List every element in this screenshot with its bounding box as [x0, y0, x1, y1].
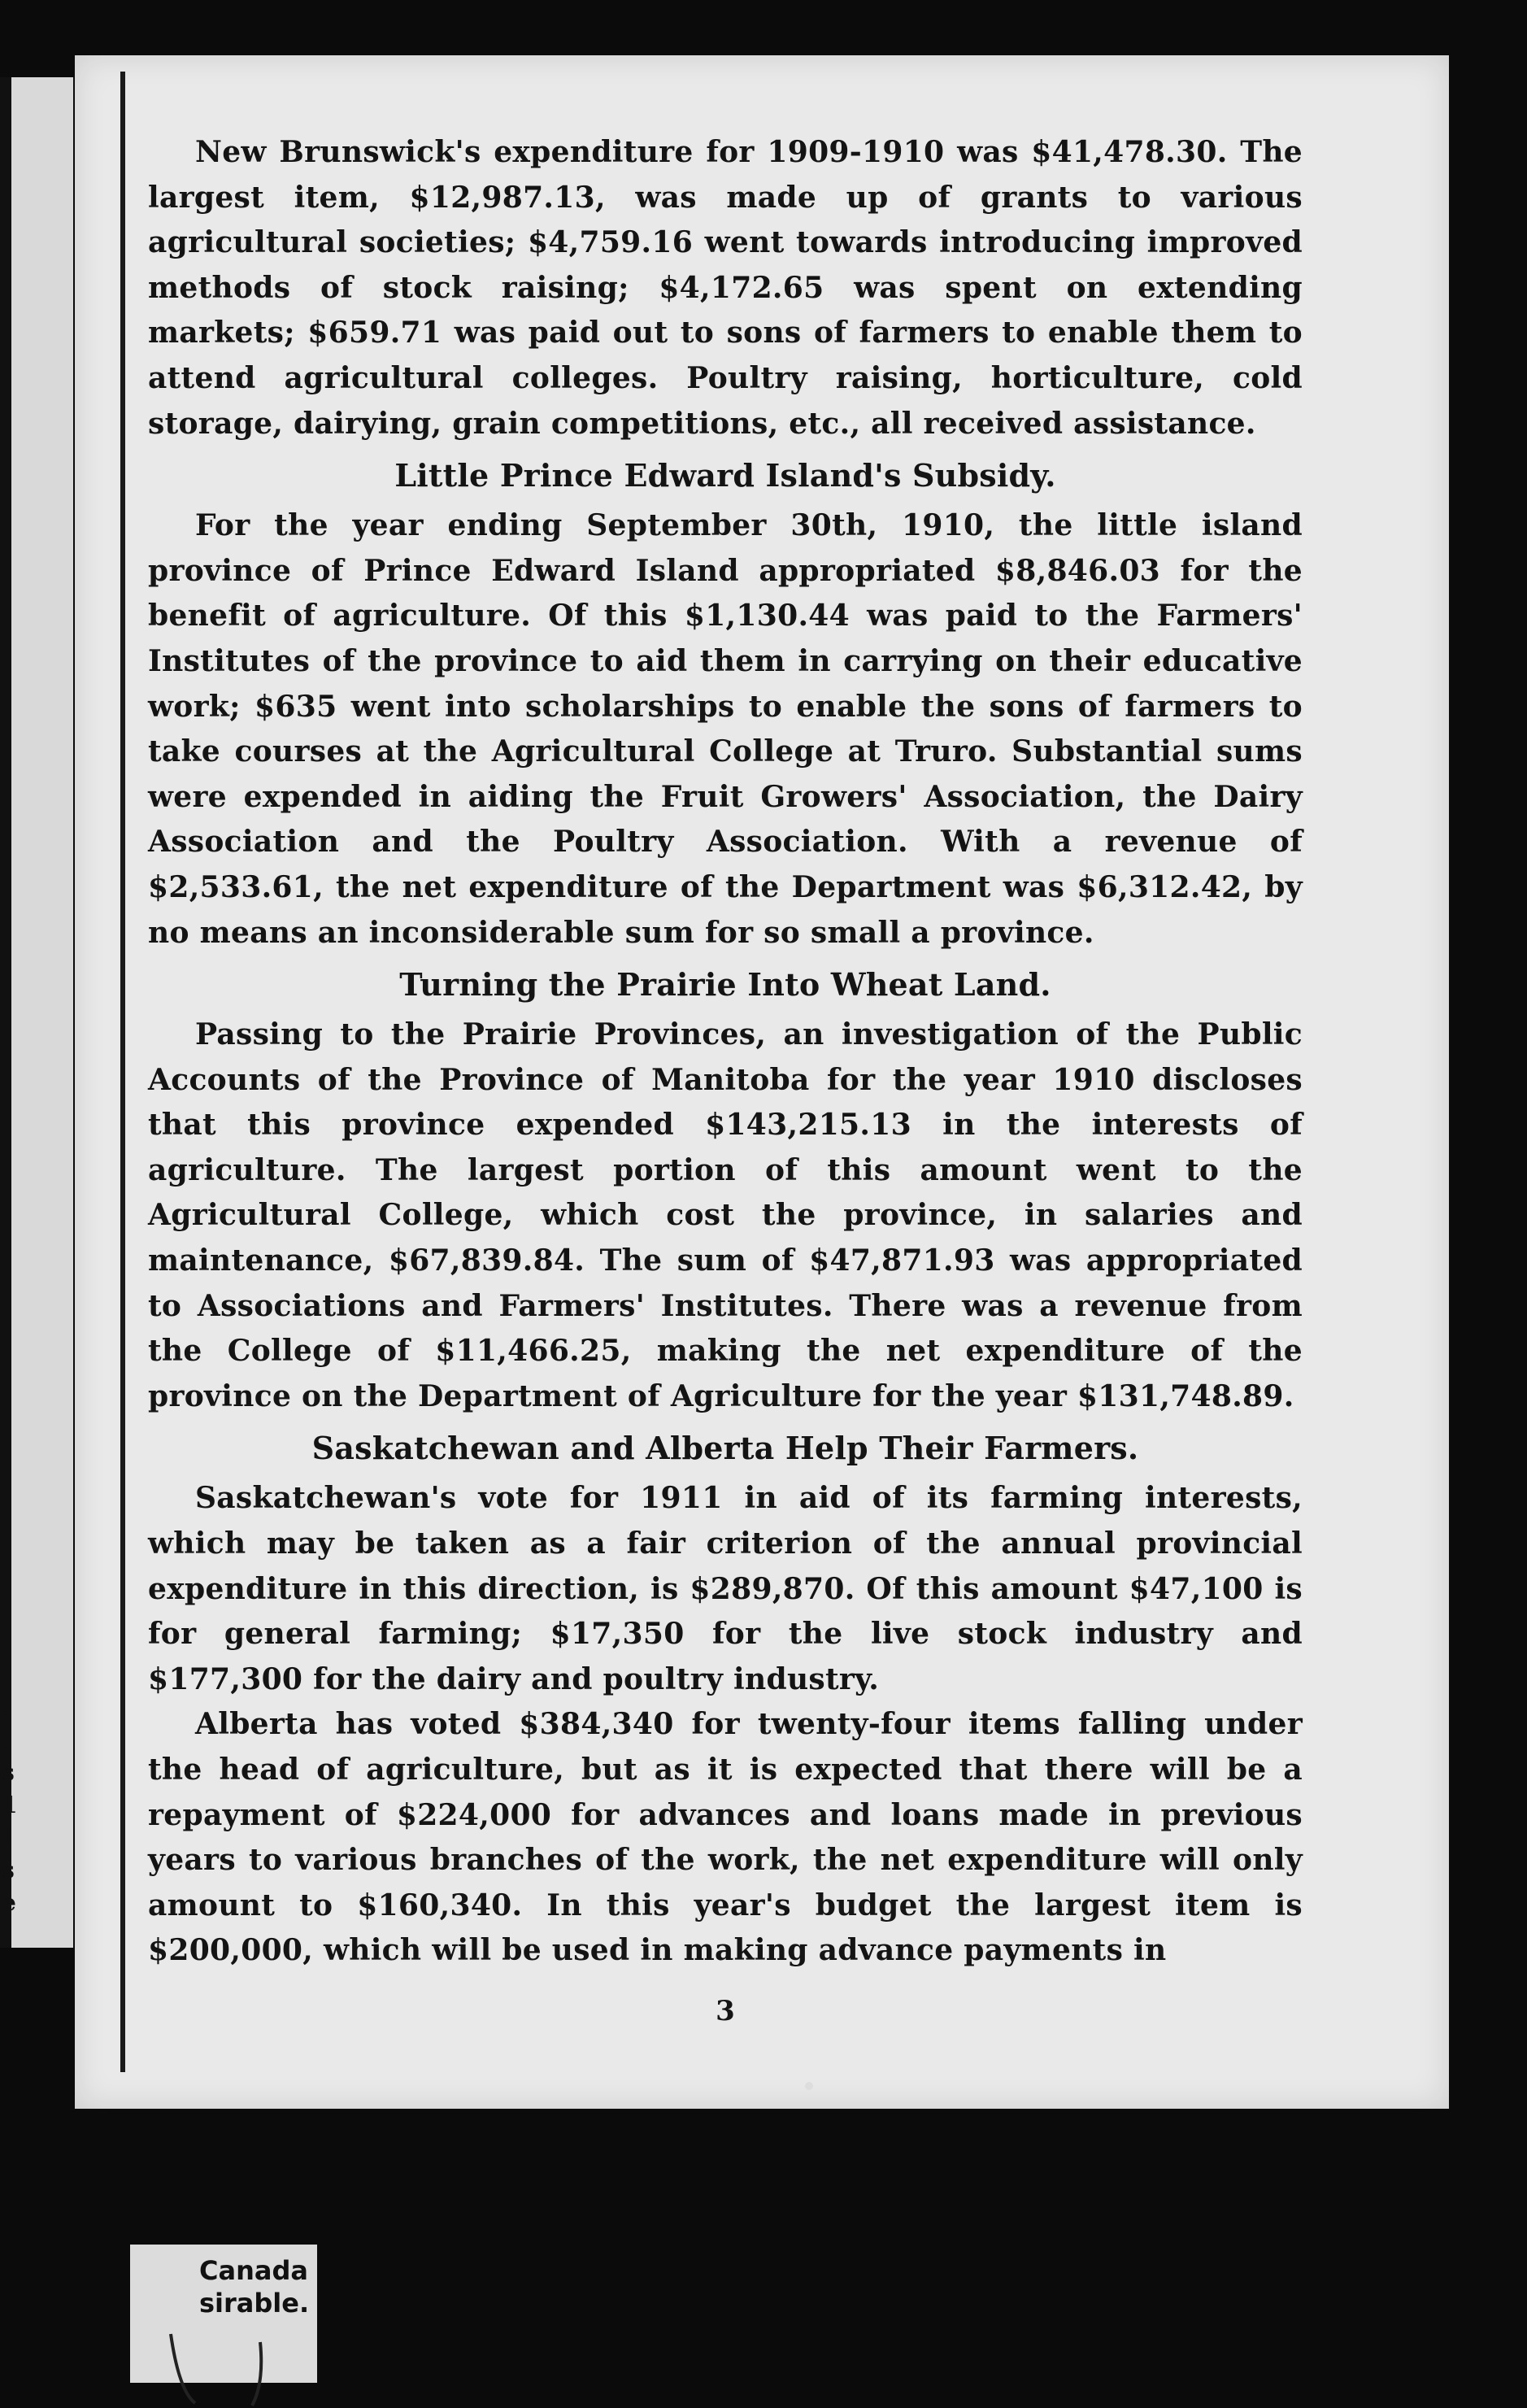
binding-gutter [120, 72, 125, 2072]
document-page [75, 55, 1449, 2109]
heading-saskatchewan-alberta: Saskatchewan and Alberta Help Their Farmers. [311, 1430, 1139, 1467]
edge-char: 1 [2, 1792, 18, 1818]
edge-char: e [2, 1889, 16, 1916]
scanner-label-text [199, 2254, 309, 2319]
page-number: 3 [716, 1994, 735, 2027]
edge-char: . [2, 1727, 10, 1753]
paragraph-new-brunswick: New Brunswick's expenditure for 1909-1910 was $41,478.30. The largest item, $12,987.13, was made up of grants to various agricultural societies; $4,759.16 went towards introducing improved methods of stock raising; $4,172.65 was spent on extending markets; $659.71 was paid out to sons of farmers to enable them to attend agricultural colleges. Poultry raising, horticulture, cold storage, dairying, grain competitions, etc., all received assistance. [148, 135, 1303, 441]
heading-pei: Little Prince Edward Island's Subsidy. [394, 457, 1056, 494]
label-line-2: sirable. [199, 2288, 310, 2319]
paragraph-saskatchewan: Saskatchewan's vote for 1911 in aid of its farming interests, which may be taken as a fair criterion of the annual provincial expenditure in this direction, is $289,870. Of this amount $47,100 is for general farming; $17,350 for the live stock industry and $177,300 for the dairy and poultry industry. [148, 1481, 1303, 1696]
label-line-1: Canada [199, 2255, 308, 2286]
paragraph-alberta: Alberta has voted $384,340 for twenty-four items falling under the head of agriculture, but as it is expected that there will be a repayment of $224,000 for advances and loans made in previous years to various branches of the work, the net expenditure will only amount to $160,340. In this year's budget the largest item is $200,000, which will be used in making advance payments in [148, 1707, 1303, 1968]
edge-char: s [2, 1857, 15, 1883]
edge-char: l [2, 1824, 11, 1851]
speck [805, 2082, 813, 2090]
paragraph-pei: For the year ending September 30th, 1910, the little island province of Prince Edward Island appropriated $8,846.03 for the benefit of agriculture. Of this $1,130.44 was paid to the Farmers' Institutes of the province to aid them in carrying on their educative work; $635 went into scholarships to enable the sons of farmers to take courses at the Agricultural College at Truro. Substantial sums were expended in aiding the Fruit Growers' Association, the Dairy Association and the Poultry Association. With a revenue of $2,533.61, the net expenditure of the Department was $6,312.42, by no means an inconsiderable sum for so small a province. [148, 508, 1303, 950]
edge-char: s [2, 1759, 15, 1786]
page-body [148, 130, 1303, 2027]
scan-border [0, 77, 18, 1948]
edge-char: . [2, 1694, 10, 1721]
heading-manitoba: Turning the Prairie Into Wheat Land. [399, 966, 1051, 1004]
paragraph-manitoba: Passing to the Prairie Provinces, an investigation of the Public Accounts of the Province of Manitoba for the year 1910 discloses that this province expended $143,215.13 in the interests of agriculture. The largest portion of this amount went to the Agricultural College, which cost the province, in salaries and maintenance, $67,839.84. The sum of $47,871.93 was appropriated to Associations and Farmers' Institutes. There was a revenue from the College of $11,466.25, making the net expenditure of the province on the Department of Agriculture for the year $131,748.89. [148, 1017, 1303, 1413]
label-curve-marks [163, 2326, 309, 2408]
adjacent-page-text [2, 1692, 18, 1919]
